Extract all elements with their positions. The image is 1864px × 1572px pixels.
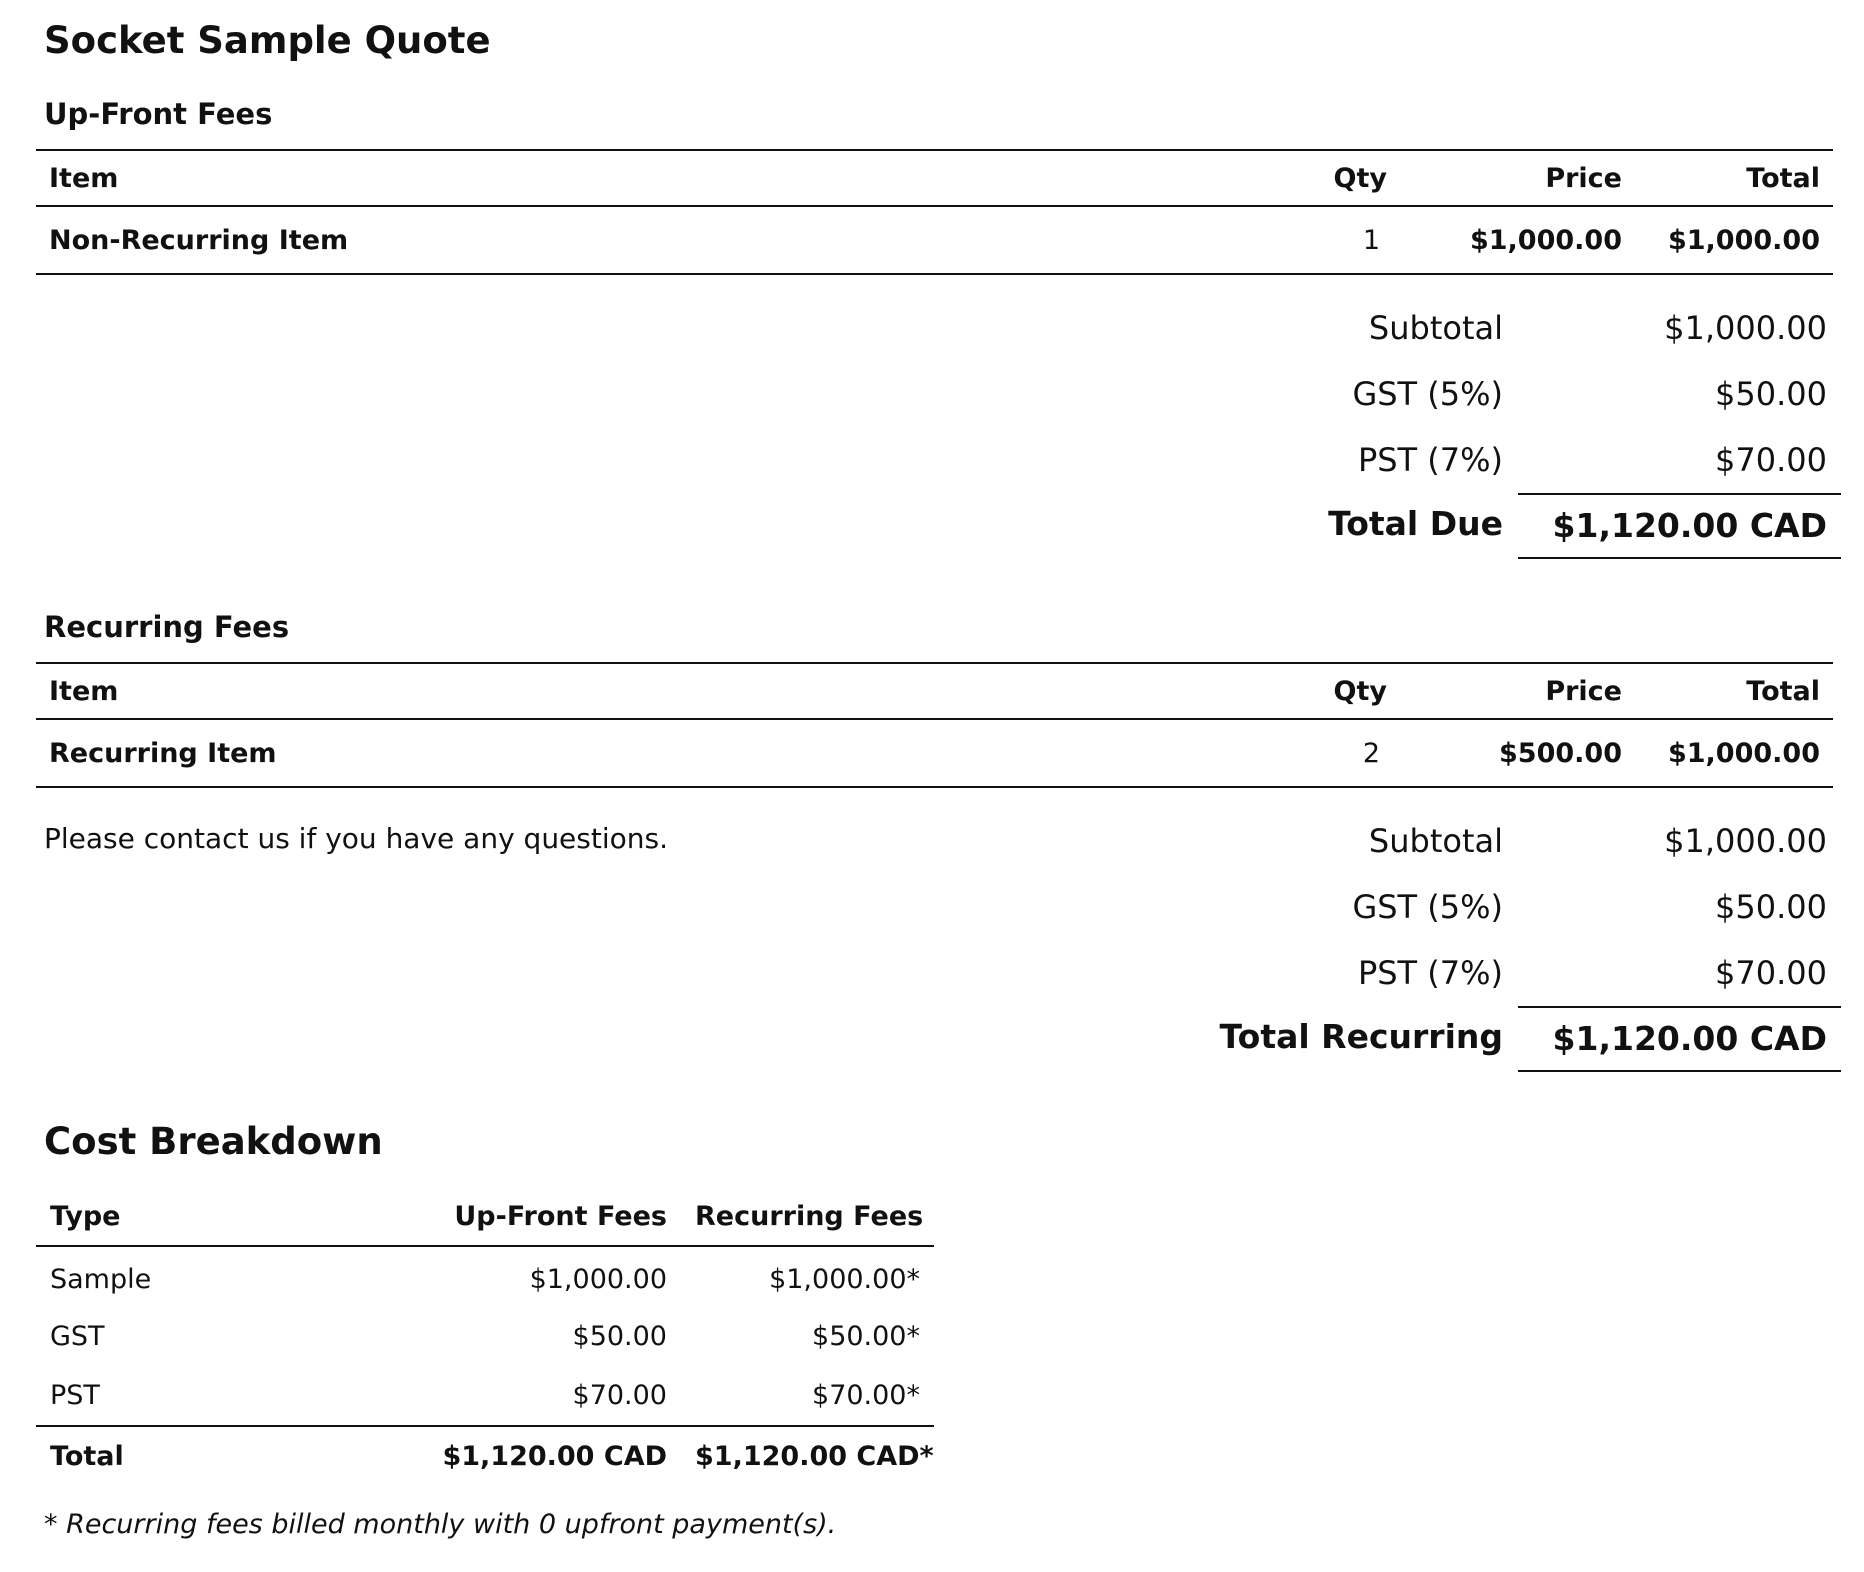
column-header-total: Total: [1635, 150, 1833, 206]
item-qty: 1: [1076, 206, 1400, 274]
column-header-recurring: Recurring Fees: [681, 1188, 934, 1246]
breakdown-recurring: $50.00*: [812, 1320, 920, 1352]
column-header-price: Price: [1400, 150, 1635, 206]
item-total: $1,000.00: [1635, 719, 1833, 787]
pst-label: PST (7%): [1357, 954, 1503, 992]
subtotal-label: Subtotal: [1368, 309, 1503, 347]
column-header-qty: Qty: [1076, 663, 1400, 719]
breakdown-total-recurring: $1,120.00 CAD*: [681, 1426, 934, 1486]
upfront-section-title: Up-Front Fees: [44, 97, 273, 131]
gst-value: $50.00: [1715, 888, 1827, 926]
breakdown-upfront: $1,000.00: [529, 1264, 667, 1295]
table-header-row: [36, 663, 1833, 719]
column-header-price: Price: [1400, 663, 1635, 719]
item-price: $1,000.00: [1400, 206, 1635, 274]
contact-note: Please contact us if you have any questions.: [44, 822, 668, 855]
breakdown-upfront: $70.00: [572, 1380, 667, 1411]
subtotal-row: [1200, 295, 1841, 361]
pst-value: $70.00: [1715, 954, 1827, 992]
pst-label: PST (7%): [1357, 441, 1503, 479]
page-title: Socket Sample Quote: [44, 19, 491, 62]
item-qty: 2: [1076, 719, 1400, 787]
subtotal-value: $1,000.00: [1664, 309, 1827, 347]
item-name: Recurring Item: [36, 719, 1076, 787]
column-header-item: Item: [36, 150, 1076, 206]
breakdown-total-row: [36, 1426, 934, 1486]
breakdown-type: PST: [50, 1380, 100, 1411]
column-header-upfront: Up-Front Fees: [366, 1188, 681, 1246]
total-due-value: $1,120.00 CAD: [1518, 493, 1841, 559]
total-recurring-row: [1200, 1006, 1841, 1068]
column-header-type: Type: [36, 1188, 366, 1246]
table-header-row: [36, 1188, 934, 1246]
recurring-section-title: Recurring Fees: [44, 610, 290, 644]
pst-row: [1200, 940, 1841, 1006]
gst-row: [1200, 874, 1841, 940]
table-row: [36, 1366, 934, 1426]
upfront-totals: [1200, 295, 1841, 555]
total-recurring-label: Total Recurring: [1219, 1017, 1503, 1056]
breakdown-recurring: $1,000.00*: [769, 1264, 920, 1295]
table-row: [36, 719, 1833, 787]
pst-value: $70.00: [1715, 441, 1827, 479]
table-row: [36, 1246, 934, 1306]
gst-row: [1200, 361, 1841, 427]
gst-label: GST (5%): [1352, 888, 1503, 926]
upfront-items-table: [36, 149, 1833, 275]
subtotal-value: $1,000.00: [1664, 822, 1827, 860]
table-header-row: [36, 150, 1833, 206]
column-header-qty: Qty: [1076, 150, 1400, 206]
recurring-footnote: * Recurring fees billed monthly with 0 upfront payment(s).: [44, 1509, 837, 1540]
item-total: $1,000.00: [1635, 206, 1833, 274]
subtotal-row: [1200, 808, 1841, 874]
item-name: Non-Recurring Item: [36, 206, 1076, 274]
total-due-label: Total Due: [1328, 504, 1503, 543]
column-header-item: Item: [36, 663, 1076, 719]
breakdown-type: GST: [50, 1320, 105, 1352]
total-due-row: [1200, 493, 1841, 555]
breakdown-type: Sample: [50, 1264, 152, 1295]
cost-breakdown-title: Cost Breakdown: [44, 1120, 383, 1163]
pst-row: [1200, 427, 1841, 493]
recurring-items-table: [36, 662, 1833, 788]
breakdown-total-label: Total: [36, 1426, 366, 1486]
recurring-totals: [1200, 808, 1841, 1068]
gst-label: GST (5%): [1352, 375, 1503, 413]
total-recurring-value: $1,120.00 CAD: [1518, 1006, 1841, 1072]
gst-value: $50.00: [1715, 375, 1827, 413]
subtotal-label: Subtotal: [1368, 822, 1503, 860]
breakdown-upfront: $50.00: [572, 1320, 667, 1352]
item-price: $500.00: [1400, 719, 1635, 787]
column-header-total: Total: [1635, 663, 1833, 719]
cost-breakdown-table: [36, 1188, 934, 1486]
table-row: [36, 206, 1833, 274]
breakdown-total-upfront: $1,120.00 CAD: [366, 1426, 681, 1486]
table-row: [36, 1306, 934, 1366]
breakdown-recurring: $70.00*: [812, 1380, 920, 1411]
